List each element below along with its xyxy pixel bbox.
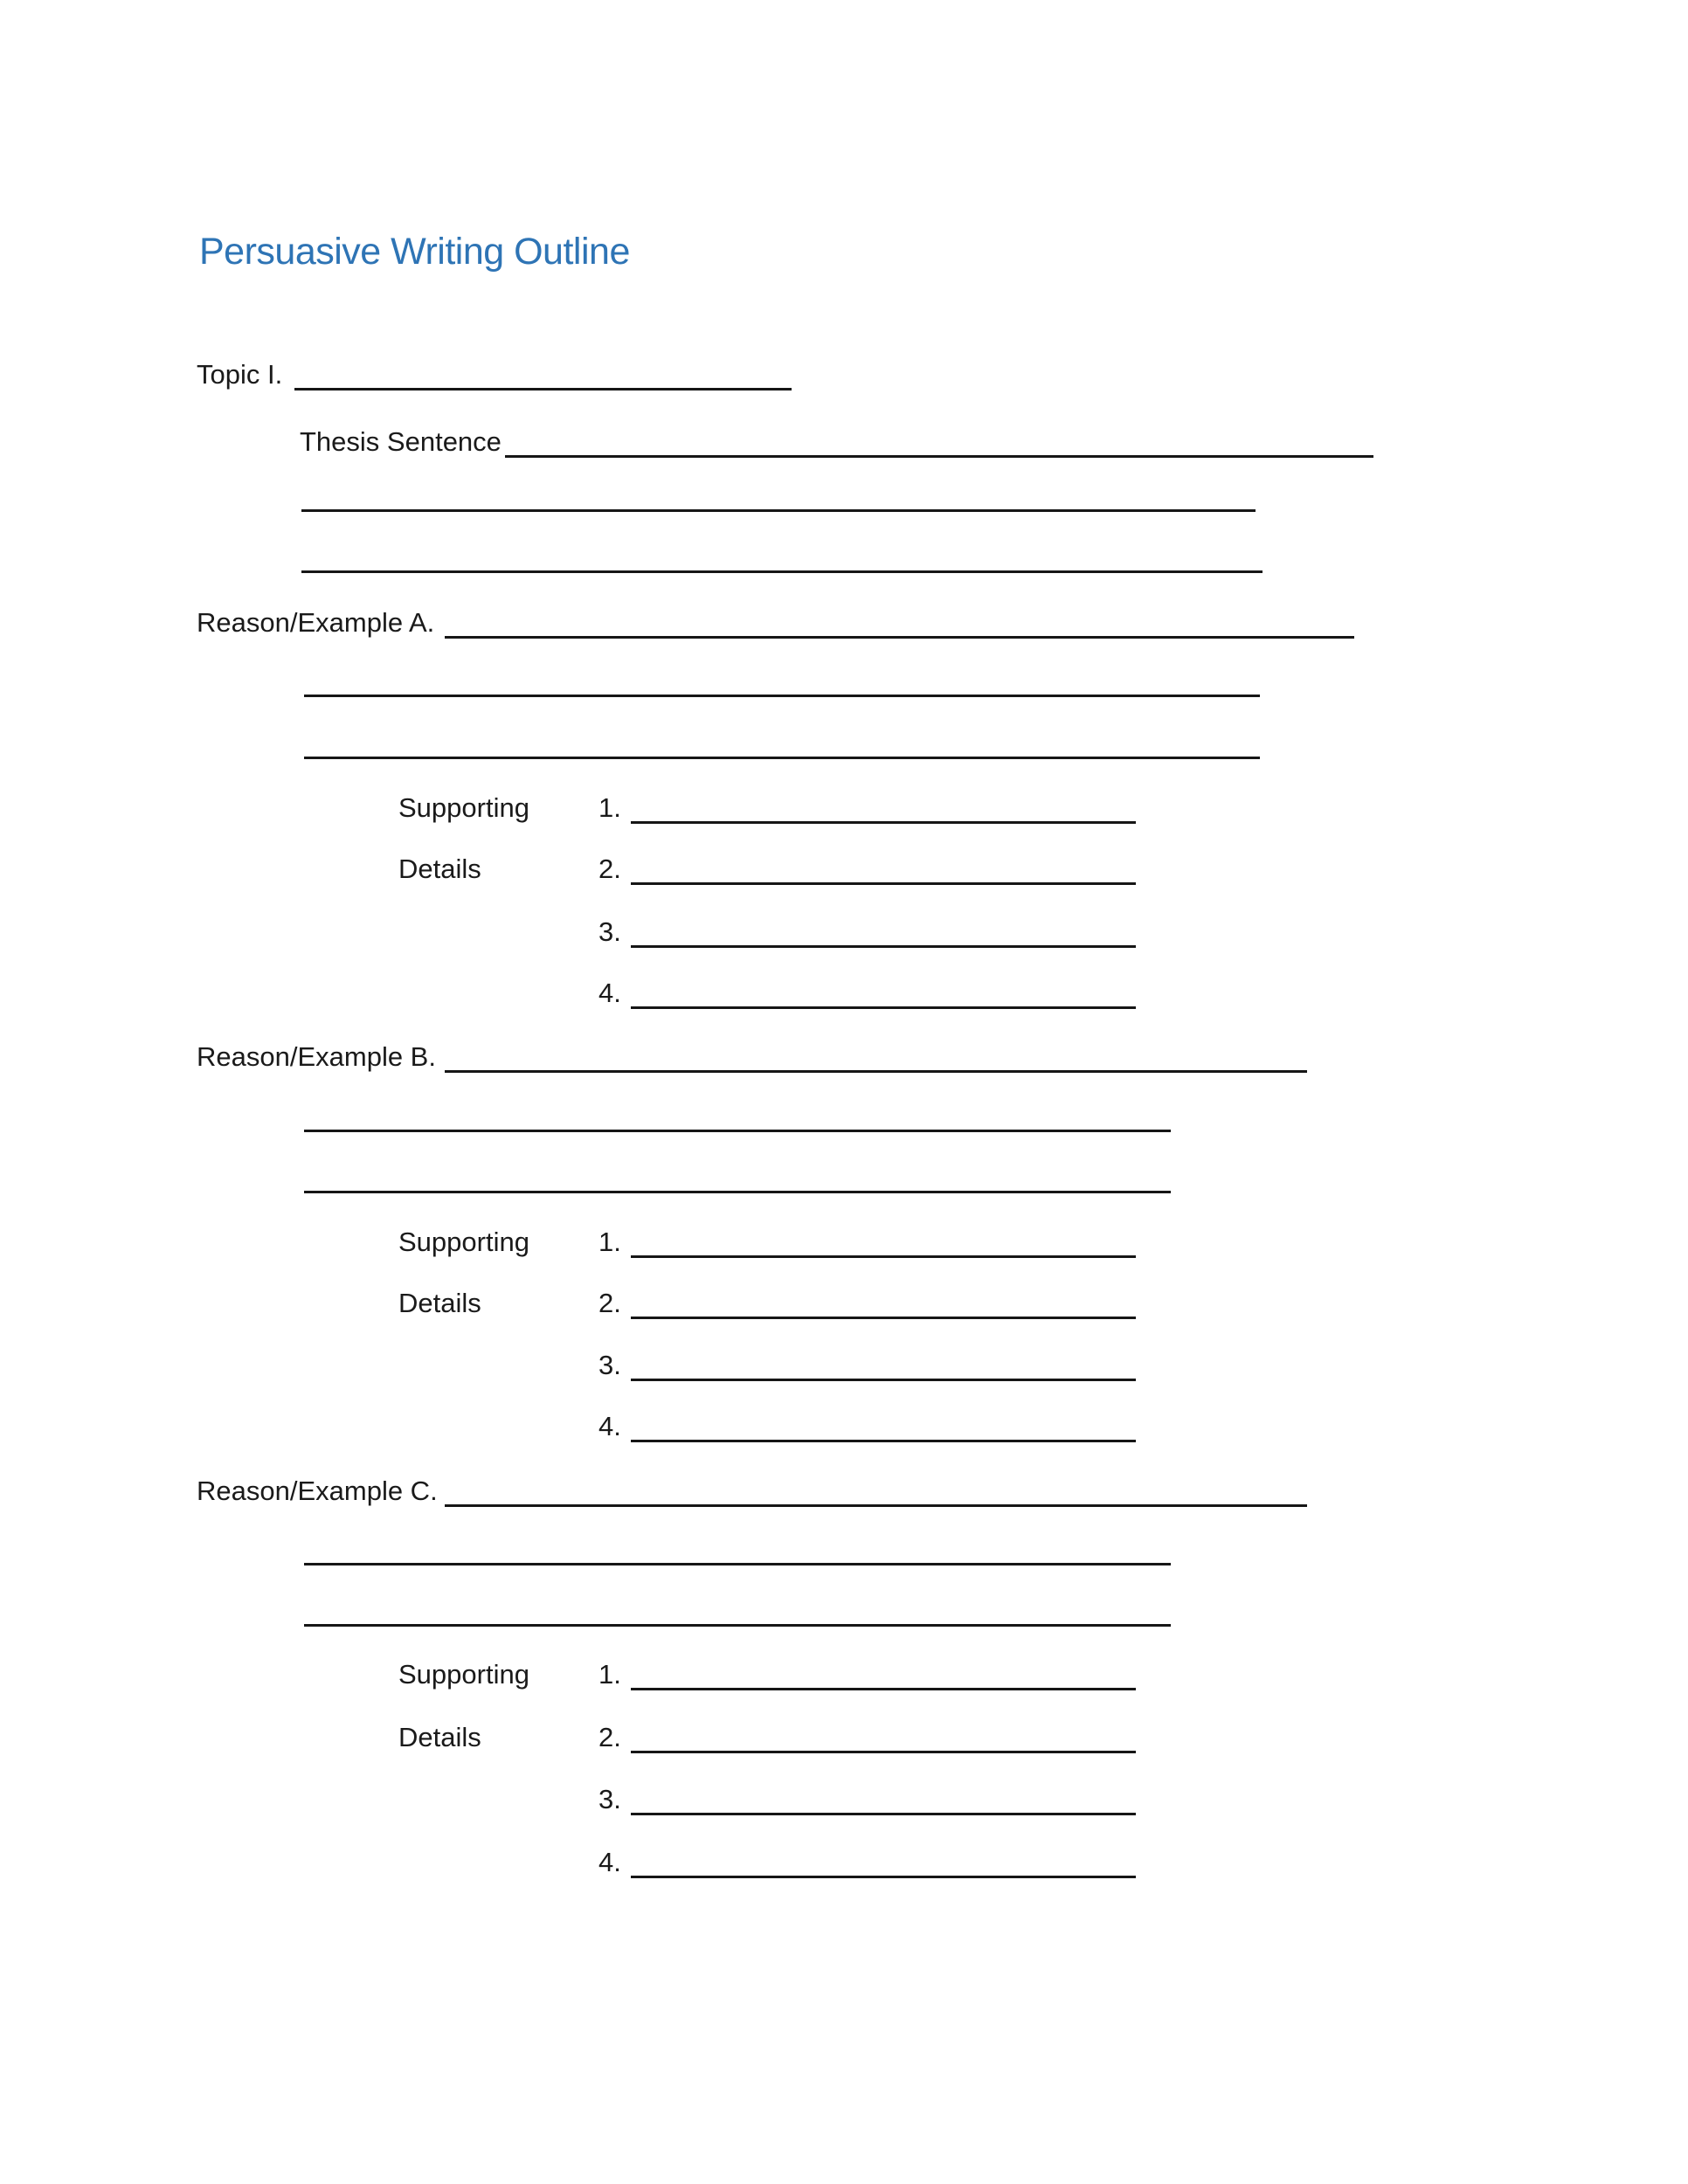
reason-a-detail-number-3: 3. — [598, 916, 621, 947]
thesis-blank-line-3 — [301, 570, 1263, 573]
reason-a-label: Reason/Example A. — [197, 607, 435, 638]
reason-c-detail-line-1 — [631, 1688, 1136, 1690]
reason-b-blank-line — [445, 1070, 1307, 1073]
reason-a-detail-number-2: 2. — [598, 854, 621, 884]
reason-a-cont-line-1 — [304, 695, 1260, 697]
reason-a-detail-number-4: 4. — [598, 978, 621, 1008]
reason-a-supporting-label: Supporting — [398, 792, 529, 823]
reason-a-details-label: Details — [398, 854, 481, 884]
reason-b-cont-line-2 — [304, 1191, 1171, 1193]
reason-b-detail-number-2: 2. — [598, 1288, 621, 1318]
reason-b-detail-number-1: 1. — [598, 1227, 621, 1257]
reason-c-detail-number-4: 4. — [598, 1847, 621, 1877]
reason-b-detail-number-4: 4. — [598, 1411, 621, 1441]
reason-c-supporting-label: Supporting — [398, 1659, 529, 1690]
reason-a-cont-line-2 — [304, 757, 1260, 759]
reason-b-details-label: Details — [398, 1288, 481, 1318]
topic-blank-line — [294, 388, 792, 390]
reason-b-cont-line-1 — [304, 1130, 1171, 1132]
reason-c-label: Reason/Example C. — [197, 1476, 438, 1506]
reason-b-detail-line-4 — [631, 1440, 1136, 1442]
reason-c-detail-number-1: 1. — [598, 1659, 621, 1690]
reason-c-details-label: Details — [398, 1722, 481, 1752]
reason-c-cont-line-2 — [304, 1624, 1171, 1627]
reason-a-detail-line-2 — [631, 882, 1136, 885]
thesis-blank-line-1 — [505, 455, 1373, 458]
reason-a-blank-line — [445, 636, 1354, 639]
reason-c-detail-number-2: 2. — [598, 1722, 621, 1752]
reason-a-detail-line-4 — [631, 1006, 1136, 1009]
reason-c-detail-line-3 — [631, 1813, 1136, 1815]
reason-c-detail-line-4 — [631, 1876, 1136, 1878]
reason-c-detail-line-2 — [631, 1751, 1136, 1753]
reason-a-detail-line-3 — [631, 945, 1136, 948]
page-title: Persuasive Writing Outline — [199, 231, 630, 273]
topic-label: Topic I. — [197, 359, 283, 390]
reason-b-label: Reason/Example B. — [197, 1041, 436, 1072]
reason-a-detail-number-1: 1. — [598, 792, 621, 823]
reason-c-detail-number-3: 3. — [598, 1784, 621, 1814]
reason-c-blank-line — [445, 1504, 1307, 1507]
reason-b-detail-line-1 — [631, 1255, 1136, 1258]
reason-b-detail-number-3: 3. — [598, 1350, 621, 1380]
reason-a-detail-line-1 — [631, 821, 1136, 824]
thesis-blank-line-2 — [301, 509, 1256, 512]
reason-c-cont-line-1 — [304, 1563, 1171, 1565]
thesis-label: Thesis Sentence — [300, 426, 502, 457]
reason-b-detail-line-2 — [631, 1317, 1136, 1319]
reason-b-detail-line-3 — [631, 1379, 1136, 1381]
reason-b-supporting-label: Supporting — [398, 1227, 529, 1257]
